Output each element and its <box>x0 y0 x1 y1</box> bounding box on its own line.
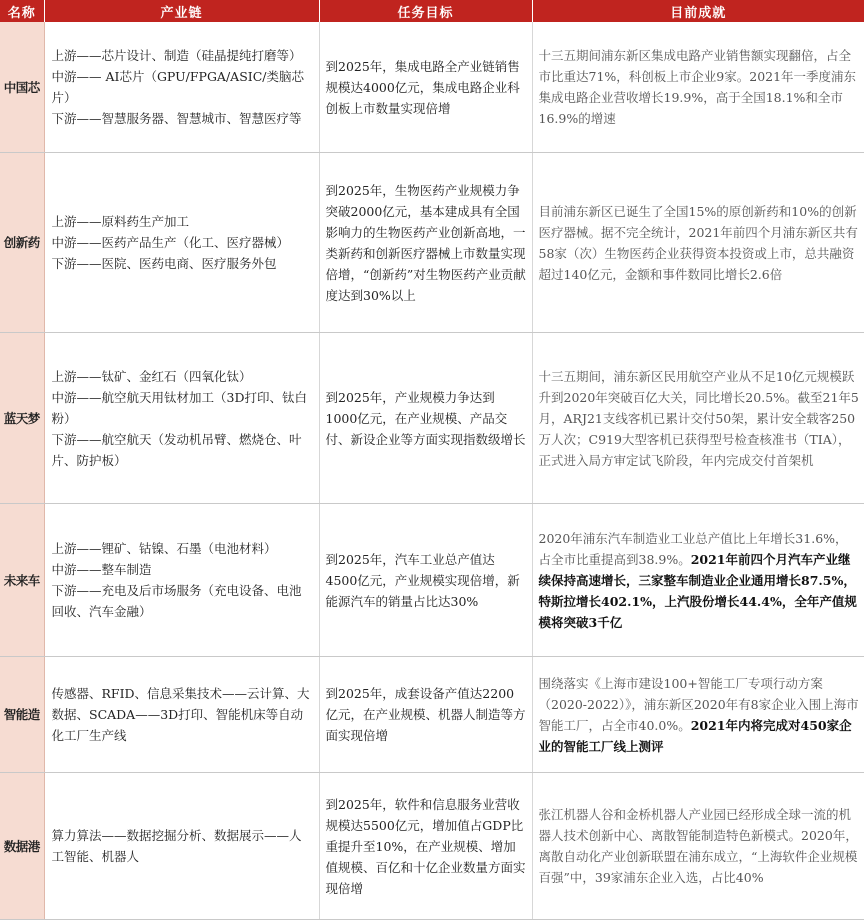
row-achieve <box>532 153 864 333</box>
table-row <box>0 773 864 920</box>
row-chain <box>44 153 319 333</box>
chain-line: 中游——整车制造 <box>51 562 152 577</box>
row-name: 智能造 <box>0 657 44 773</box>
chain-line: 算力算法——数据挖掘分析、数据展示——人工智能、机器人 <box>51 828 302 864</box>
row-achieve <box>532 773 864 920</box>
header-chain: 产业链 <box>44 0 319 22</box>
table-row <box>0 657 864 773</box>
achieve-highlight: 2021年内将完成对450家企业的智能工厂线上测评 <box>538 717 852 754</box>
row-name: 中国芯 <box>0 22 44 153</box>
table-row <box>0 504 864 657</box>
chain-line: 中游——航空航天用钛材加工（3D打印、钛白粉） <box>51 389 307 426</box>
chain-line: 上游——锂矿、钴镍、石墨（电池材料） <box>51 541 277 556</box>
header-row <box>0 0 864 22</box>
achieve-text: 围绕落实《上海市建设100+智能工厂专项行动方案（2020-2022）》，浦东新区2020年有8家企业入围上海市智能工厂，占全市40.0%。 <box>538 675 859 733</box>
row-chain <box>44 504 319 657</box>
row-chain <box>44 657 319 773</box>
row-goal: 到2025年，生物医药产业规模力争突破2000亿元，基本建成具有全国影响力的生物医药产业创新高地，一类新药和创新医疗器械上市数量实现倍增，“创新药”对生物医药产业贡献度达到30%以上 <box>319 153 532 333</box>
achieve-text: 张江机器人谷和金桥机器人产业园已经形成全球一流的机器人技术创新中心、离散智能制造特色新模式。2020年，离散自动化产业创新联盟在浦东成立，“上海软件企业规模百强”中，39家浦东企业入选，占比40% <box>538 807 858 885</box>
header-name: 名称 <box>0 0 44 22</box>
chain-line: 中游——医药产品生产（化工、医疗器械） <box>51 235 290 250</box>
chain-line: 传感器、RFID、信息采集技术——云计算、大数据、SCADA——3D打印、智能机床等自动化工厂生产线 <box>51 686 310 743</box>
table-row <box>0 153 864 333</box>
row-achieve <box>532 657 864 773</box>
chain-line: 上游——原料药生产加工 <box>51 214 190 229</box>
chain-line: 下游——智慧服务器、智慧城市、智慧医疗等 <box>51 111 302 126</box>
row-goal: 到2025年，产业规模力争达到1000亿元，在产业规模、产品交付、新设企业等方面实现指数级增长 <box>319 333 532 504</box>
row-achieve <box>532 22 864 153</box>
row-name: 数据港 <box>0 773 44 920</box>
row-goal: 到2025年，软件和信息服务业营收规模达5500亿元，增加值占GDP比重提升至10%，在产业规模、增加值规模、百亿和十亿企业数量方面实现倍增 <box>319 773 532 920</box>
row-name: 蓝天梦 <box>0 333 44 504</box>
table-row <box>0 22 864 153</box>
row-chain <box>44 333 319 504</box>
achieve-text: 十三五期间，浦东新区民用航空产业从不足10亿元规模跃升到2020年突破百亿大关，同比增长20.5%。截至21年5月，ARJ21支线客机已累计交付50架，累计安全载客250万人次；C919大型客机已获得型号检查核准书（TIA），正式进入局方审定试飞阶段，年内完成交付首架机 <box>538 368 859 468</box>
achieve-text: 2020年浦东汽车制造业工业总产值比上年增长31.6%，占全市比重提高到38.9%。 <box>538 530 848 567</box>
row-goal: 到2025年，集成电路全产业链销售规模达4000亿元，集成电路企业科创板上市数量实现倍增 <box>319 22 532 153</box>
row-goal: 到2025年，汽车工业总产值达4500亿元，产业规模实现倍增，新能源汽车的销量占比达30% <box>319 504 532 657</box>
row-chain <box>44 773 319 920</box>
chain-line: 中游—— AI芯片（GPU/FPGA/ASIC/类脑芯片） <box>51 69 304 105</box>
row-name: 未来车 <box>0 504 44 657</box>
row-achieve <box>532 504 864 657</box>
achieve-text: 目前浦东新区已诞生了全国15%的原创新药和10%的创新医疗器械。据不完全统计，2021年前四个月浦东新区共有58家（次）生物医药企业获得资本投资或上市，总共融资超过140亿元，金额和事件数同比增长2.6倍 <box>538 203 858 282</box>
row-goal: 到2025年，成套设备产值达2200亿元，在产业规模、机器人制造等方面实现倍增 <box>319 657 532 773</box>
chain-line: 下游——航空航天（发动机吊臂、燃烧仓、叶片、防护板） <box>51 431 302 468</box>
row-chain <box>44 22 319 153</box>
row-name: 创新药 <box>0 153 44 333</box>
header-achieve: 目前成就 <box>532 0 864 22</box>
chain-line: 上游——钛矿、金红石（四氧化钛） <box>51 368 252 384</box>
achieve-highlight: 2021年前四个月汽车产业继续保持高速增长，三家整车制造业企业通用增长87.5%，特斯拉增长402.1%，上汽股份增长44.4%，全年产值规模将突破3千亿 <box>538 551 857 630</box>
header-goal: 任务目标 <box>319 0 532 22</box>
chain-line: 上游——芯片设计、制造（硅晶提纯打磨等） <box>51 48 302 63</box>
chain-line: 下游——医院、医药电商、医疗服务外包 <box>51 256 277 271</box>
table-row <box>0 333 864 504</box>
chain-line: 下游——充电及后市场服务（充电设备、电池回收、汽车金融） <box>51 583 302 619</box>
row-achieve <box>532 333 864 504</box>
achieve-text: 十三五期间浦东新区集成电路产业销售额实现翻倍，占全市比重达71%，科创板上市企业9家。2021年一季度浦东集成电路企业营收增长19.9%，高于全国18.1%和全市16.9%的增速 <box>538 48 857 126</box>
